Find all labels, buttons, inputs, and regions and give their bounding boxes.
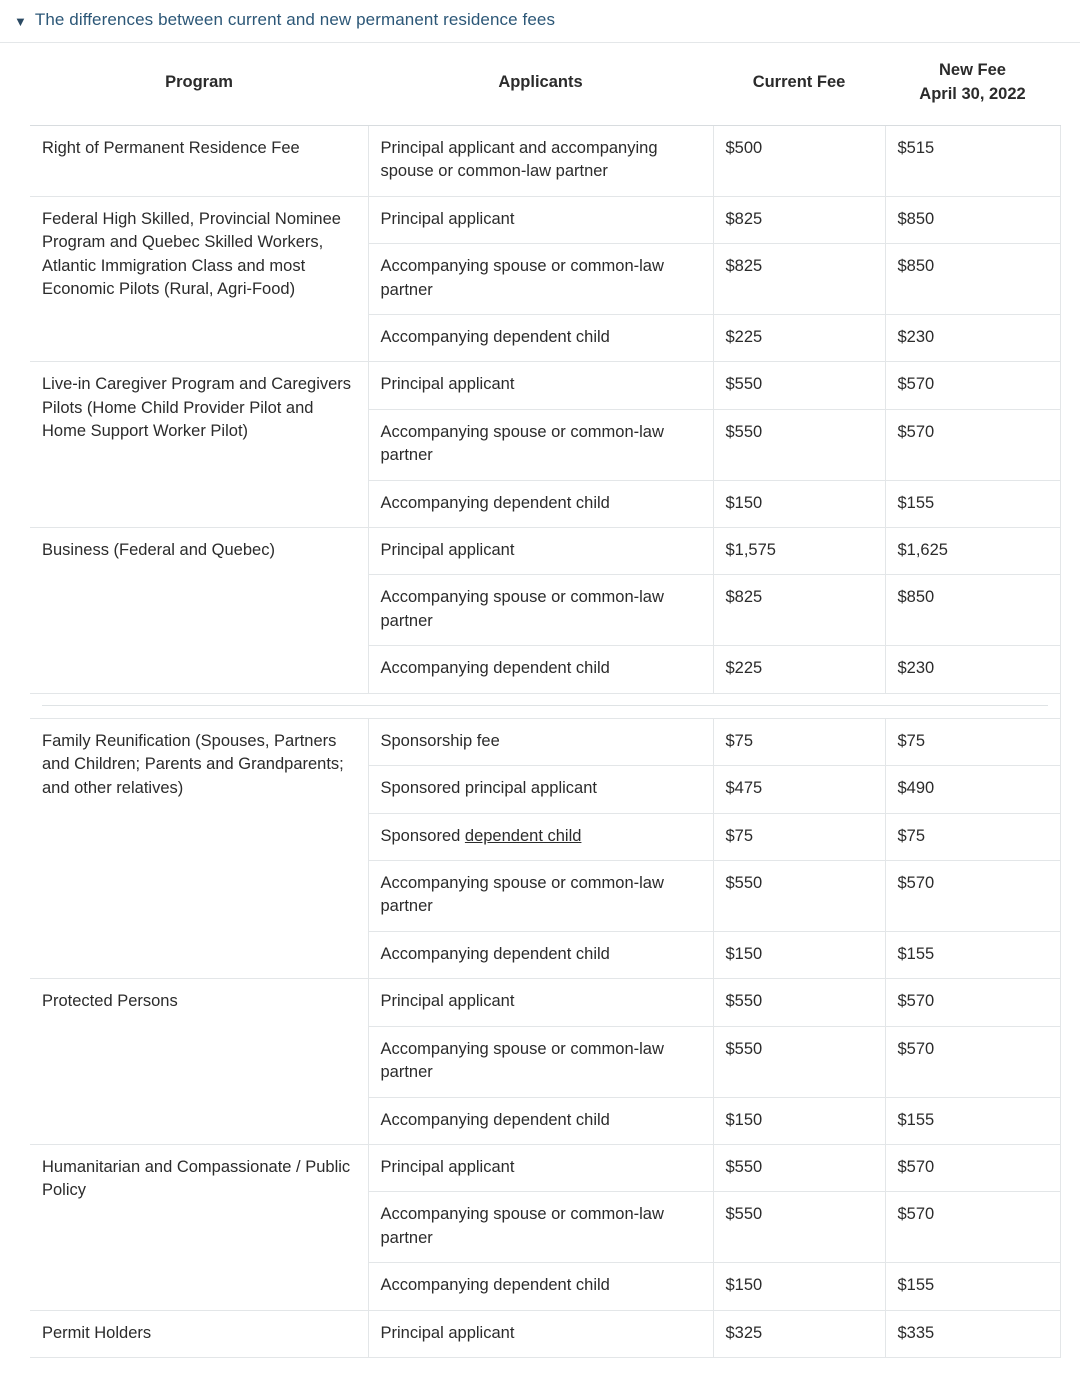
divider — [42, 705, 1048, 706]
chevron-down-icon[interactable]: ▼ — [14, 13, 27, 29]
cell-new-fee: $570 — [885, 1192, 1060, 1263]
cell-new-fee: $230 — [885, 646, 1060, 693]
cell-program: Live-in Caregiver Program and Caregivers Pilots (Home Child Provider Pilot and Home Support Worker Pilot) — [30, 362, 368, 528]
cell-applicant: Accompanying dependent child — [368, 646, 713, 693]
cell-program: Humanitarian and Compassionate / Public Policy — [30, 1144, 368, 1310]
cell-applicant: Accompanying dependent child — [368, 314, 713, 361]
cell-new-fee: $155 — [885, 480, 1060, 527]
cell-new-fee: $850 — [885, 575, 1060, 646]
cell-current-fee: $825 — [713, 196, 885, 243]
cell-new-fee: $155 — [885, 1263, 1060, 1310]
cell-current-fee: $225 — [713, 314, 885, 361]
table-row — [30, 1144, 1060, 1191]
cell-applicant: Accompanying spouse or common-law partner — [368, 575, 713, 646]
cell-new-fee: $570 — [885, 1144, 1060, 1191]
table-row — [30, 125, 1060, 196]
cell-current-fee: $475 — [713, 766, 885, 813]
cell-program: Protected Persons — [30, 979, 368, 1145]
cell-applicant: Sponsored dependent child — [368, 813, 713, 860]
cell-applicant: Accompanying dependent child — [368, 1097, 713, 1144]
cell-current-fee: $75 — [713, 813, 885, 860]
cell-current-fee: $550 — [713, 1192, 885, 1263]
cell-current-fee: $75 — [713, 718, 885, 765]
cell-applicant: Principal applicant — [368, 1144, 713, 1191]
cell-new-fee: $515 — [885, 125, 1060, 196]
cell-applicant: Sponsorship fee — [368, 718, 713, 765]
column-header-program: Program — [30, 43, 368, 125]
dependent-child-link[interactable]: dependent child — [464, 826, 582, 845]
cell-new-fee: $75 — [885, 718, 1060, 765]
cell-new-fee: $155 — [885, 1097, 1060, 1144]
cell-new-fee: $335 — [885, 1310, 1060, 1357]
table-row — [30, 979, 1060, 1026]
cell-current-fee: $325 — [713, 1310, 885, 1357]
cell-applicant: Accompanying spouse or common-law partner — [368, 1026, 713, 1097]
cell-current-fee: $550 — [713, 1144, 885, 1191]
table-head — [30, 43, 1060, 125]
cell-applicant: Sponsored principal applicant — [368, 766, 713, 813]
cell-new-fee: $570 — [885, 979, 1060, 1026]
cell-new-fee: $75 — [885, 813, 1060, 860]
table-row — [30, 718, 1060, 765]
cell-program: Permit Holders — [30, 1310, 368, 1357]
group-separator-cell — [30, 693, 1060, 718]
table-row — [30, 362, 1060, 409]
table-row — [30, 528, 1060, 575]
cell-new-fee: $230 — [885, 314, 1060, 361]
column-header-new-fee — [885, 43, 1060, 125]
cell-current-fee: $550 — [713, 362, 885, 409]
cell-new-fee: $850 — [885, 244, 1060, 315]
cell-applicant: Principal applicant — [368, 528, 713, 575]
cell-current-fee: $550 — [713, 409, 885, 480]
cell-applicant: Accompanying spouse or common-law partner — [368, 1192, 713, 1263]
cell-current-fee: $150 — [713, 1097, 885, 1144]
cell-applicant: Principal applicant — [368, 979, 713, 1026]
table-header-row — [30, 43, 1060, 125]
column-header-current-fee: Current Fee — [713, 43, 885, 125]
cell-new-fee: $570 — [885, 409, 1060, 480]
table-row — [30, 1310, 1060, 1357]
cell-applicant: Accompanying spouse or common-law partner — [368, 861, 713, 932]
cell-applicant: Principal applicant and accompanying spouse or common-law partner — [368, 125, 713, 196]
cell-applicant: Accompanying spouse or common-law partner — [368, 244, 713, 315]
cell-new-fee: $570 — [885, 362, 1060, 409]
column-header-new-fee-line2: April 30, 2022 — [919, 84, 1026, 103]
cell-current-fee: $550 — [713, 979, 885, 1026]
cell-program: Right of Permanent Residence Fee — [30, 125, 368, 196]
cell-current-fee: $550 — [713, 1026, 885, 1097]
cell-program: Business (Federal and Quebec) — [30, 528, 368, 694]
cell-current-fee: $1,575 — [713, 528, 885, 575]
cell-new-fee: $490 — [885, 766, 1060, 813]
cell-new-fee: $570 — [885, 1026, 1060, 1097]
cell-applicant: Principal applicant — [368, 1310, 713, 1357]
cell-applicant: Accompanying dependent child — [368, 1263, 713, 1310]
column-header-new-fee-line1: New Fee — [939, 61, 1006, 79]
cell-applicant: Principal applicant — [368, 196, 713, 243]
cell-current-fee: $500 — [713, 125, 885, 196]
cell-program: Family Reunification (Spouses, Partners and Children; Parents and Grandparents; and other relatives) — [30, 718, 368, 979]
table-row — [30, 196, 1060, 243]
cell-current-fee: $150 — [713, 1263, 885, 1310]
cell-current-fee: $150 — [713, 931, 885, 978]
cell-current-fee: $225 — [713, 646, 885, 693]
cell-applicant: Principal applicant — [368, 362, 713, 409]
fees-table-container — [0, 43, 1080, 1358]
cell-current-fee: $825 — [713, 575, 885, 646]
cell-program: Federal High Skilled, Provincial Nominee Program and Quebec Skilled Workers, Atlantic Immigration Class and most Economic Pilots (Rural, Agri-Food) — [30, 196, 368, 362]
fees-table — [30, 43, 1061, 1358]
cell-new-fee: $850 — [885, 196, 1060, 243]
cell-current-fee: $825 — [713, 244, 885, 315]
table-body — [30, 125, 1060, 1357]
group-separator — [30, 693, 1060, 718]
page-bottom-spacer — [0, 1358, 1080, 1386]
cell-applicant: Accompanying dependent child — [368, 931, 713, 978]
cell-current-fee: $550 — [713, 861, 885, 932]
cell-new-fee: $1,625 — [885, 528, 1060, 575]
cell-current-fee: $150 — [713, 480, 885, 527]
details-title: The differences between current and new permanent residence fees — [34, 10, 556, 29]
cell-applicant: Accompanying dependent child — [368, 480, 713, 527]
cell-new-fee: $570 — [885, 861, 1060, 932]
cell-applicant: Accompanying spouse or common-law partner — [368, 409, 713, 480]
details-disclosure-header[interactable] — [0, 0, 1080, 43]
cell-new-fee: $155 — [885, 931, 1060, 978]
column-header-applicants: Applicants — [368, 43, 713, 125]
